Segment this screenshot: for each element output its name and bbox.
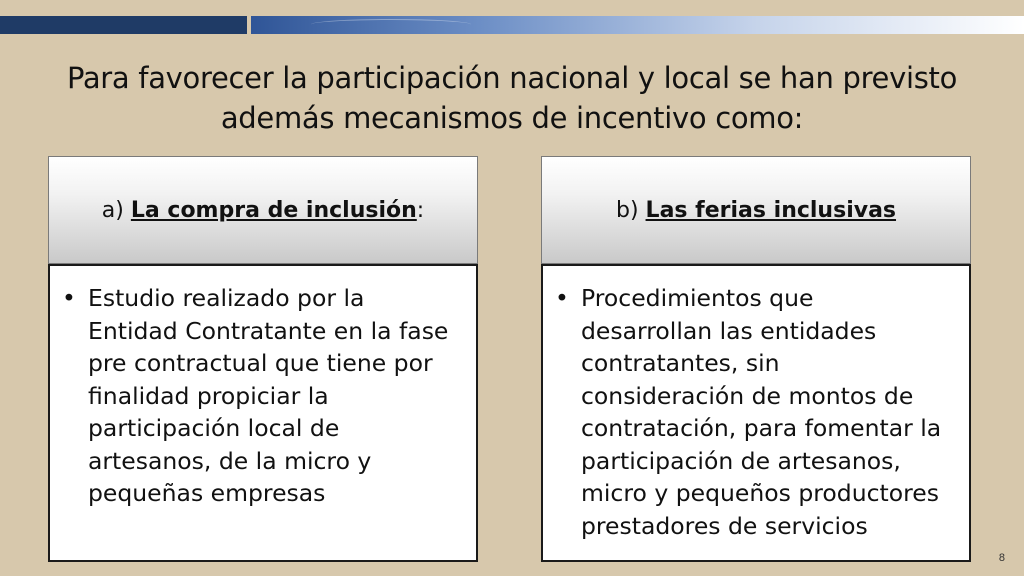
card-header-title: Las ferias inclusivas: [645, 197, 897, 223]
card-compra-de-inclusion: [48, 156, 478, 562]
card-body: [48, 264, 478, 562]
card-header: [48, 156, 478, 264]
card-header-suffix: :: [416, 197, 425, 223]
card-header: [541, 156, 971, 264]
slide-title: Para favorecer la participación nacional y local se han previsto además mecanismos de incentivo como:: [66, 61, 958, 135]
decorative-swoosh: [311, 19, 471, 30]
header-accent-bar-gradient: [251, 16, 1024, 34]
card-ferias-inclusivas: [541, 156, 971, 562]
page-number: 8: [998, 552, 1005, 564]
card-header-title: La compra de inclusión: [130, 197, 417, 223]
header-accent-bar-dark: [0, 16, 247, 34]
top-frame: [0, 0, 1024, 38]
list-item: [555, 282, 949, 542]
card-body: [541, 264, 971, 562]
bullet-icon: •: [62, 284, 76, 312]
card-header-prefix: a): [101, 197, 124, 223]
list-item: [62, 282, 456, 510]
bullet-text: Procedimientos que desarrollan las entidades contratantes, sin consideración de montos de contratación, para fomentar la participación de artesanos, micro y pequeños productores prestadores de servicios: [581, 284, 942, 540]
card-header-prefix: b): [615, 197, 639, 223]
bullet-text: Estudio realizado por la Entidad Contratante en la fase pre contractual que tiene por finalidad propiciar la participación local de artesanos, de la micro y pequeñas empresas: [88, 284, 449, 507]
bullet-icon: •: [555, 284, 569, 312]
